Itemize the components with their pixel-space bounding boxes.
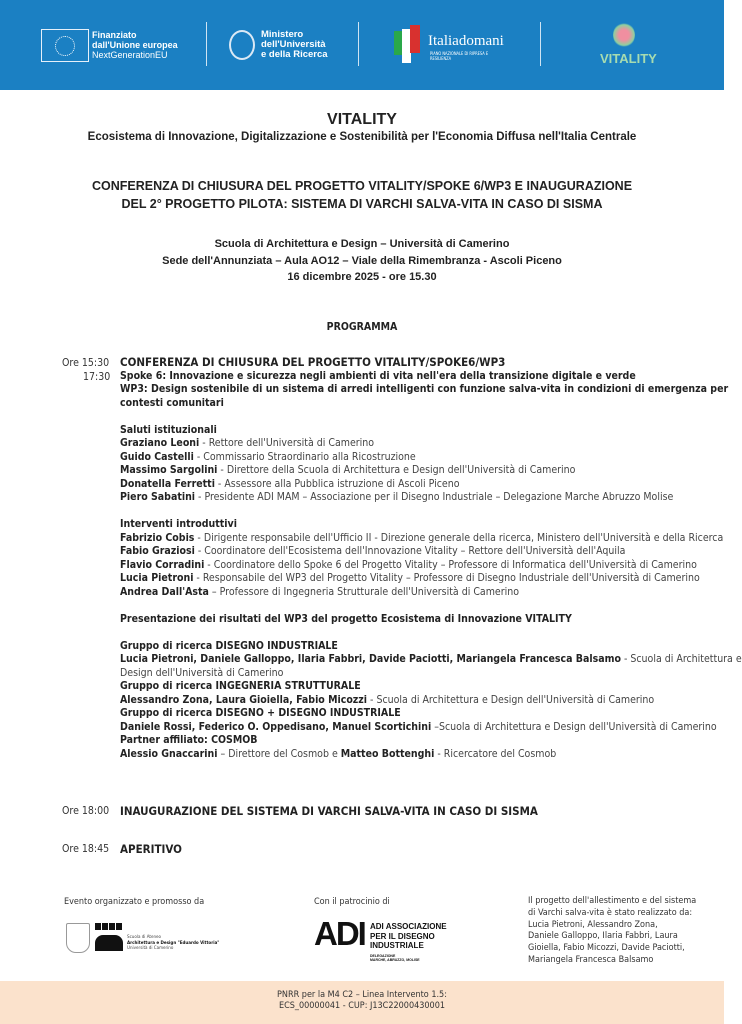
mur-line1: Ministero — [261, 29, 304, 40]
person-entry — [120, 559, 742, 573]
person-name: Lucia Pietroni — [120, 572, 194, 584]
spoke-line: Spoke 6: Innovazione e sicurezza negli ambienti di vita nell'era della transizione digitale e verde — [120, 369, 636, 382]
adi-sub2: MARCHE, ABRUZZO, MOLISE — [370, 958, 420, 962]
group-affiliation: - Scuola di Architettura e Design dell'Università di Camerino — [367, 693, 655, 706]
italiadomani-flag-icon — [392, 25, 422, 63]
adi-logo-text — [370, 922, 447, 963]
wp3-line1: WP3: Design sostenibile di un sistema di arredi intelligenti con funzione salva-vita in condizioni di emergenza per — [120, 383, 729, 395]
person-name: Fabrizio Cobis — [120, 531, 195, 544]
group-affiliation: - Scuola di Architettura e — [620, 653, 742, 665]
presentazione-heading: Presentazione dei risultati del WP3 del progetto Ecosistema di Innovazione VITALITY — [120, 612, 572, 625]
time-inaugurazione: Ore 18:00 — [62, 805, 110, 817]
person-role: - Rettore dell'Università di Camerino — [199, 437, 375, 449]
italian-emblem-icon — [229, 30, 255, 60]
session-title: CONFERENZA DI CHIUSURA DEL PROGETTO VITALITY/SPOKE6/WP3 — [120, 355, 506, 369]
conference-title — [0, 177, 724, 213]
program-block — [120, 356, 742, 761]
school-line3: Università di Camerino — [127, 946, 174, 951]
credits-block — [528, 896, 696, 967]
adi-sub1: DELEGAZIONE — [370, 953, 396, 958]
italiadomani-wordmark: Italiadomani — [428, 33, 504, 49]
credits-line: Lucia Pietroni, Alessandro Zona, — [528, 919, 658, 930]
adi-line1: ADI ASSOCIAZIONE — [370, 922, 447, 931]
inaugurazione-title: INAUGURAZIONE DEL SISTEMA DI VARCHI SALVA-VITA IN CASO DI SISMA — [120, 804, 538, 818]
footer-line2: ECS_00000041 - CUP: J13C22000430001 — [279, 1001, 445, 1011]
footer-line1: PNRR per la M4 C2 – Linea Intervento 1.5: — [277, 990, 447, 1000]
group-names: Lucia Pietroni, Daniele Galloppo, Ilaria Fabbri, Davide Paciotti, Mariangela Francesca Balsamo — [120, 653, 621, 665]
person-name: Alessio Gnaccarini — [120, 747, 218, 760]
person-role: - Commissario Straordinario alla Ricostruzione — [193, 450, 416, 463]
person-entry — [120, 532, 742, 546]
person-entry — [120, 545, 742, 559]
adi-line3: INDUSTRIALE — [370, 941, 424, 950]
event-date: 16 dicembre 2025 - ore 15.30 — [287, 271, 437, 283]
person-name: Matteo Bottenghi — [340, 747, 435, 760]
person-name: Flavio Corradini — [120, 558, 205, 571]
person-name: Massimo Sargolini — [120, 464, 218, 476]
person-role: - Dirigente responsabile dell'Ufficio II - Direzione generale della ricerca, Ministero dell'Università e della Ricerca — [194, 531, 724, 544]
person-role: - Ricercatore del Cosmob — [434, 747, 557, 760]
person-name: Donatella Ferretti — [120, 477, 215, 490]
group-affiliation: –Scuola di Architettura e Design dell'Università di Camerino — [431, 720, 717, 733]
conference-line1: CONFERENZA DI CHIUSURA DEL PROGETTO VITALITY/SPOKE 6/WP3 E INAUGURAZIONE — [91, 179, 633, 193]
person-role: - Responsabile del WP3 del Progetto Vitality – Professore di Disegno Industriale dell'Università di Camerino — [193, 572, 700, 584]
eu-logo-text — [92, 30, 178, 60]
wp3-line2: contesti comunitari — [120, 396, 224, 409]
italiadomani-subtitle: PIANO NAZIONALE DI RIPRESA E RESILIENZA — [430, 51, 489, 61]
person-role: – Direttore del Cosmob e — [217, 747, 341, 760]
venue-block — [0, 236, 724, 286]
venue-school: Scuola di Architettura e Design – Università di Camerino — [214, 238, 510, 250]
person-entry — [120, 464, 742, 478]
person-entry — [120, 491, 742, 505]
time-end: 17:30 — [83, 371, 111, 383]
saluti-section — [120, 424, 742, 505]
credits-line: Il progetto dell'allestimento e del sistema — [528, 896, 697, 906]
programma-heading: PROGRAMMA — [326, 321, 398, 333]
organizzato-label: Evento organizzato e promosso da — [64, 897, 205, 907]
conference-line2: DEL 2° PROGETTO PILOTA: SISTEMA DI VARCHI SALVA-VITA IN CASO DI SISMA — [121, 197, 603, 211]
school-line2: Architettura e Design "Eduardo Vittoria" — [127, 940, 220, 946]
footer-band — [0, 981, 724, 1024]
group-heading: Gruppo di ricerca INGEGNERIA STRUTTURALE — [120, 680, 361, 692]
eu-line1: Finanziato — [92, 30, 137, 40]
credits-line: Gioiella, Fabio Micozzi, Davide Paciotti, — [528, 943, 685, 954]
person-name: Piero Sabatini — [120, 491, 196, 503]
person-name: Graziano Leoni — [120, 437, 200, 449]
group-heading: Gruppo di ricerca DISEGNO INDUSTRIALE — [120, 639, 338, 652]
mur-line2: dell'Università — [261, 39, 326, 50]
mur-logo-text — [261, 30, 328, 60]
partner-heading: Partner affiliato: COSMOB — [120, 734, 258, 746]
aperitivo-title: APERITIVO — [120, 842, 182, 856]
person-entry — [120, 451, 742, 465]
credits-line: di Varchi salva-vita è stato realizzato da: — [528, 907, 693, 918]
person-role: - Coordinatore dell'Ecosistema dell'Innovazione Vitality – Rettore dell'Università dell'Aquila — [194, 545, 626, 557]
person-role: - Coordinatore dello Spoke 6 del Progetto Vitality – Professore di Informatica dell'Università di Camerino — [204, 558, 697, 571]
header-banner — [0, 0, 724, 90]
vitality-logo-icon — [613, 22, 635, 48]
divider — [358, 22, 359, 66]
saluti-heading: Saluti istituzionali — [120, 423, 217, 436]
group-members — [120, 721, 742, 735]
eu-flag-icon — [41, 29, 89, 62]
page-title: VITALITY — [327, 111, 397, 128]
mur-line3: e della Ricerca — [261, 49, 328, 60]
eu-line2: dall'Unione europea — [92, 40, 178, 50]
adi-logo-mark: ADI — [314, 915, 365, 952]
school-logo-text — [127, 935, 219, 952]
school-building-icon — [95, 923, 123, 951]
time-aperitivo: Ore 18:45 — [62, 843, 110, 855]
group-members — [120, 694, 742, 708]
person-role: - Direttore della Scuola di Architettura e Design dell'Università di Camerino — [217, 464, 576, 476]
vitality-wordmark: VITALITY — [600, 51, 657, 66]
patrocinio-label: Con il patrocinio di — [314, 897, 390, 907]
credits-line: Daniele Galloppo, Ilaria Fabbri, Laura — [528, 931, 678, 942]
person-role: - Assessore alla Pubblica istruzione di Ascoli Piceno — [214, 477, 460, 490]
group-heading: Gruppo di ricerca DISEGNO + DISEGNO INDUSTRIALE — [120, 707, 401, 719]
group-names: Daniele Rossi, Federico O. Oppedisano, Manuel Scortichini — [120, 720, 432, 733]
research-groups — [120, 640, 742, 735]
person-entry — [120, 478, 742, 492]
divider — [206, 22, 207, 66]
school-line1: Scuola di Ateneo — [127, 935, 162, 940]
unicam-shield-icon — [66, 923, 90, 953]
person-entry — [120, 437, 742, 451]
group-members — [120, 653, 742, 667]
group-names: Alessandro Zona, Laura Gioiella, Fabio Micozzi — [120, 693, 368, 706]
person-name: Guido Castelli — [120, 450, 194, 463]
partner-section — [120, 734, 742, 761]
page-subtitle: Ecosistema di Innovazione, Digitalizzazione e Sostenibilità per l'Economia Diffusa nell'Italia Centrale — [87, 131, 637, 143]
person-role: – Professore di Ingegneria Strutturale dell'Università di Camerino — [208, 585, 519, 598]
person-role: - Presidente ADI MAM – Associazione per il Disegno Industriale – Delegazione Marche Abruzzo Molise — [195, 491, 674, 503]
credits-line: Mariangela Francesca Balsamo — [528, 954, 654, 965]
group-affiliation-cont: Design dell'Università di Camerino — [120, 666, 284, 679]
adi-line2: PER IL DISEGNO — [370, 931, 435, 941]
person-entry — [120, 586, 742, 600]
person-name: Fabio Graziosi — [120, 545, 195, 557]
interventi-heading: Interventi introduttivi — [120, 518, 237, 530]
interventi-section — [120, 518, 742, 599]
divider — [540, 22, 541, 66]
venue-address: Sede dell'Annunziata – Aula AO12 – Viale della Rimembranza - Ascoli Piceno — [162, 254, 562, 267]
person-name: Andrea Dall'Asta — [120, 585, 209, 598]
person-entry — [120, 572, 742, 586]
time-start: Ore 15:30 — [62, 357, 110, 369]
eu-line3: NextGenerationEU — [92, 50, 168, 60]
